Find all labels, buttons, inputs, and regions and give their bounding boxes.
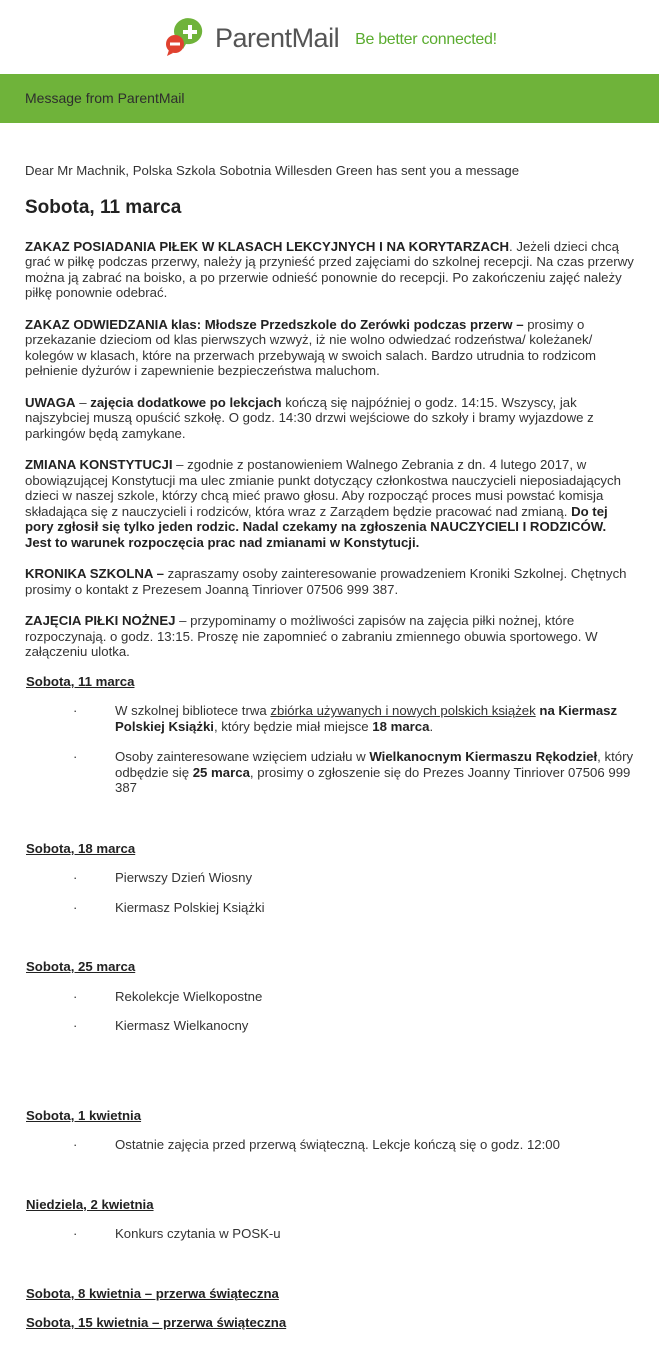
notice-text: kończą się najpóźniej o godz. 14:15. Wszyscy, jak najszybciej muszą opuścić szkołę. O godz. 14:30 drzwi wejściowe do szkoły i bramy wyjazdowe z parkingów będą zamykane.	[25, 394, 594, 441]
schedule-list	[25, 1226, 635, 1242]
list-item: · Kiermasz Wielkanocny	[73, 1018, 249, 1033]
notice-title: ZAKAZ POSIADANIA PIŁEK W KLASACH LEKCYJNYCH I NA KORYTARZACH	[25, 238, 510, 254]
schedule-date: Sobota, 18 marca	[26, 840, 136, 856]
notice-visit-ban	[25, 317, 635, 379]
message-body	[0, 123, 659, 1331]
notice-text: –	[75, 394, 91, 410]
bullet-icon: ·	[73, 1018, 78, 1033]
notice-after-school	[25, 395, 635, 442]
notice-chronicle	[25, 566, 635, 597]
logo-tagline: Be better connected!	[355, 31, 497, 48]
notice-title: ZAKAZ ODWIEDZANIA klas: Młodsze Przedszkole do Zerówki podczas przerw –	[25, 316, 524, 332]
parentmail-logo[interactable]	[165, 18, 497, 58]
notice-title: UWAGA	[25, 394, 76, 410]
schedule-list	[25, 1137, 635, 1153]
notice-constitution	[25, 457, 635, 550]
notice-football	[25, 613, 635, 660]
list-item: · Osoby zainteresowane wzięciem udziału w Wielkanocnym Kiermaszu Rękodzieł, który odbędzie się 25 marca, prosimy o zgłoszenie się do Prezes Joanny Tinriover 07506 999 387	[73, 749, 634, 795]
bullet-icon: ·	[73, 749, 78, 764]
notice-text: – zgodnie z postanowieniem Walnego Zebrania z dn. 4 lutego 2017, w obowiązującej Konstytucji ma ulec zmianie punkt dotyczący członkostwa nauczycieli nieposiadających dzieci w naszej szkole, którzy chcą mieć prawo głosu. Aby rozpocząć proces musi powstać komisja składająca się z nauczycieli i rodziców, która wraz z Zarządem będzie pracować nad zmianą.	[25, 457, 621, 519]
notice-emphasis: Do tej pory zgłosił się tylko jeden rodzic. Nadal czekamy na zgłoszenia NAUCZYCIELI I RODZICÓW. Jest to warunek rozpoczęcia prac nad zmianami w Konstytucji.	[25, 503, 608, 550]
list-item: · Rekolekcje Wielkopostne	[73, 988, 263, 1004]
notice-text: . Jeżeli dzieci chcą grać w piłkę podczas przerwy, należy ją przynieść przed zajęciami do szkolnej recepcji. Na czas przerwy można ją zabrać na boisko, a po przerwie odnieść ponownie do recepcji. Po zakończeniu zajęć należy piłkę ponownie odebrać.	[25, 238, 634, 300]
logo-wordmark: ParentMail	[215, 22, 340, 53]
message-heading: Sobota, 11 marca	[25, 196, 182, 218]
schedule-date: Sobota, 8 kwietnia – przerwa świąteczna	[26, 1285, 279, 1301]
schedule-date: Niedziela, 2 kwietnia	[26, 1196, 154, 1212]
schedule-date: Sobota, 25 marca	[26, 959, 136, 974]
email-header	[0, 0, 659, 74]
message-banner: Message from ParentMail	[0, 74, 659, 123]
bullet-icon: ·	[73, 870, 78, 885]
list-item: · Pierwszy Dzień Wiosny	[73, 870, 253, 885]
bullet-icon: ·	[73, 988, 78, 1004]
list-item: · Konkurs czytania w POSK-u	[73, 1226, 281, 1241]
notice-title: ZMIANA KONSTYTUCJI	[25, 457, 173, 472]
bullet-icon: ·	[73, 1226, 78, 1241]
notice-text: – przypominamy o możliwości zapisów na zajęcia piłki nożnej, które rozpoczynają. o godz. 13:15. Proszę nie zapomnieć o zabraniu zmiennego obuwia sportowego. W załączeniu ulotka.	[25, 613, 598, 659]
bullet-icon: ·	[73, 899, 78, 915]
schedule-date: Sobota, 11 marca	[26, 673, 135, 689]
notice-title: KRONIKA SZKOLNA –	[25, 566, 164, 581]
notice-text: prosimy o przekazanie dzieciom od klas pierwszych wzwyż, iż nie wolno odwiedzać rodzeństwa/ koleżanek/ kolegów w klasach, które na przerwach przebywają w swoich salach. Bardzo utrudnia to rodzicom pełnienie dyżurów i zapewnienie bezpieczeństwa maluchom.	[25, 316, 596, 378]
greeting: Dear Mr Machnik, Polska Szkola Sobotnia Willesden Green has sent you a message	[25, 163, 520, 178]
bullet-icon: ·	[73, 1137, 78, 1152]
list-item: · W szkolnej bibliotece trwa zbiórka używanych i nowych polskich książek na Kiermasz Polskiej Książki, który będzie miał miejsce 18 marca.	[73, 703, 618, 734]
schedule-list	[25, 989, 635, 1034]
notice-emphasis: zajęcia dodatkowe po lekcjach	[90, 394, 282, 410]
book-collection-link[interactable]: zbiórka używanych i nowych polskich książek	[270, 703, 536, 718]
list-item: · Ostatnie zajęcia przed przerwą świąteczną. Lekcje kończą się o godz. 12:00	[73, 1137, 560, 1152]
bullet-icon: ·	[73, 703, 78, 718]
notice-text: zapraszamy osoby zainteresowanie prowadzeniem Kroniki Szkolnej. Chętnych prosimy o kontakt z Prezesem Joanną Tinriover 07506 999 387.	[25, 566, 627, 597]
notice-ball-ban	[25, 239, 635, 301]
schedule-list	[25, 870, 635, 915]
notice-title: ZAJĘCIA PIŁKI NOŻNEJ	[25, 613, 176, 628]
schedule-date: Sobota, 1 kwietnia	[26, 1107, 142, 1123]
schedule-date: Sobota, 15 kwietnia – przerwa świąteczna	[26, 1315, 287, 1330]
list-item: · Kiermasz Polskiej Książki	[73, 899, 265, 915]
schedule-list	[25, 703, 635, 796]
speech-bubbles-icon	[165, 18, 211, 58]
